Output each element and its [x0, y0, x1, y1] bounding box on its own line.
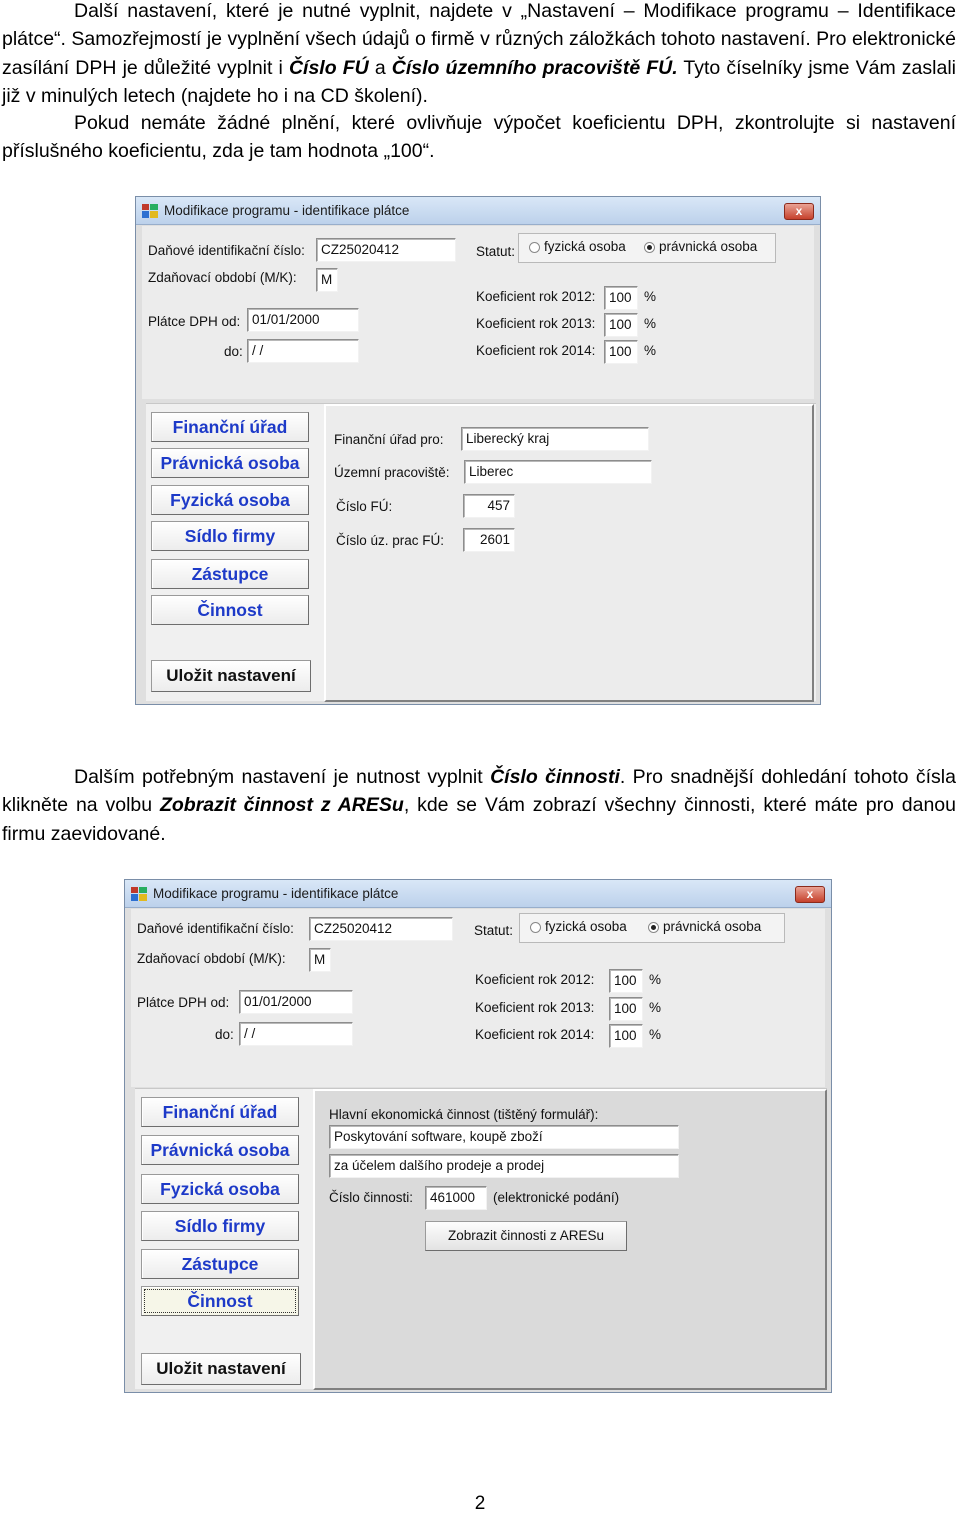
status-radio-fyzicka[interactable]: [529, 242, 540, 253]
status-radio-group: [518, 233, 776, 263]
coefficient-paragraph: Pokud nemáte žádné plnění, které ovlivňuje výpočet koeficientu DPH, zkontrolujte si nastavení příslušného koeficientu, zda je tam hodnota „100“.: [2, 112, 956, 163]
dic-field[interactable]: CZ25020412: [316, 238, 456, 262]
tab-fyzicka-osoba[interactable]: Fyzická osoba: [151, 485, 309, 515]
status-label: Statut:: [474, 923, 514, 938]
coef-2013-field[interactable]: 100: [609, 997, 643, 1021]
cislo-fu-field[interactable]: 457: [463, 494, 515, 518]
close-button[interactable]: x: [784, 203, 814, 220]
coef-2014-field[interactable]: 100: [609, 1024, 643, 1048]
status-radio-pravnicka[interactable]: [644, 242, 655, 253]
payer-from-field[interactable]: 01/01/2000: [247, 308, 359, 332]
payer-from-field[interactable]: 01/01/2000: [239, 990, 353, 1014]
tab-cinnost[interactable]: Činnost: [141, 1286, 299, 1316]
coef-2014-label: Koeficient rok 2014:: [475, 1027, 595, 1042]
coef-2014-unit: %: [649, 1027, 662, 1042]
coef-2014-field[interactable]: 100: [604, 340, 638, 364]
intro-paragraph: Další nastavení, které je nutné vyplnit, najdete v „Nastavení – Modifikace programu – Identifikace plátce“. Samozřejmostí je vyplnění všech údajů o firmě v různých záložkách tohoto nastavení. Pro elektronické zasílání DPH je důležité vyplnit i Číslo FÚ a Číslo územního pracoviště FÚ. Tyto číselníky jsme Vám zaslali již v minulých letech (najdete ho i na CD školení).: [2, 0, 956, 108]
modification-window-cinnost: [124, 879, 832, 1393]
save-settings-button[interactable]: Uložit nastavení: [141, 1353, 301, 1385]
tab-pravnicka-osoba[interactable]: Právnická osoba: [141, 1135, 299, 1165]
main-activity-label: Hlavní ekonomická činnost (tištěný formulář):: [329, 1107, 599, 1122]
identification-section: [142, 226, 814, 399]
activity-paragraph: Dalším potřebným nastavení je nutnost vyplnit Číslo činnosti. Pro snadnější dohledání tohoto čísla klikněte na volbu Zobrazit činnost z ARESu, kde se Vám zobrazí všechny činnosti, které máte pro danou firmu zaevidované.: [2, 766, 956, 845]
tab-financni-urad[interactable]: Finanční úřad: [151, 412, 309, 442]
payer-from-label: Plátce DPH od:: [137, 995, 230, 1010]
coef-2012-unit: %: [644, 289, 657, 304]
fu-for-label: Finanční úřad pro:: [334, 432, 444, 447]
cislo-uz-prac-label: Číslo úz. prac FÚ:: [336, 533, 445, 548]
status-radio-pravnicka[interactable]: [648, 922, 659, 933]
coef-2014-unit: %: [644, 343, 657, 358]
cislo-uz-prac-field[interactable]: 2601: [463, 528, 515, 552]
emphasis-cislo-cinnosti: Číslo činnosti: [490, 766, 620, 788]
coef-2014-label: Koeficient rok 2014:: [476, 343, 596, 358]
period-field[interactable]: M: [316, 268, 338, 292]
main-activity-line2[interactable]: za účelem dalšího prodeje a prodej: [329, 1154, 679, 1178]
cinnost-panel: [313, 1089, 827, 1390]
period-label: Zdaňovací období (M/K):: [137, 951, 286, 966]
dic-label: Daňové identifikační číslo:: [137, 921, 294, 936]
window-title: Modifikace programu - identifikace plátce: [153, 886, 399, 901]
tab-cinnost[interactable]: Činnost: [151, 595, 309, 625]
window-titlebar: [136, 197, 820, 225]
payer-to-field[interactable]: / /: [239, 1022, 353, 1046]
status-option-fyzicka: fyzická osoba: [545, 919, 627, 934]
coef-2012-unit: %: [649, 972, 662, 987]
close-button[interactable]: x: [795, 886, 825, 903]
tab-zastupce[interactable]: Zástupce: [151, 559, 309, 589]
coef-2013-unit: %: [644, 316, 657, 331]
settings-tabs-area: [135, 1088, 827, 1389]
status-option-fyzicka: fyzická osoba: [544, 239, 626, 254]
coef-2013-field[interactable]: 100: [604, 313, 638, 337]
dic-field[interactable]: CZ25020412: [309, 917, 453, 941]
financni-urad-panel: [324, 404, 814, 702]
emphasis-cislo-uzemniho-pracoviste: Číslo územního pracoviště FÚ.: [391, 56, 678, 79]
period-label: Zdaňovací období (M/K):: [148, 270, 297, 285]
coef-2012-field[interactable]: 100: [609, 969, 643, 993]
coef-2012-label: Koeficient rok 2012:: [475, 972, 595, 987]
show-activities-from-ares-button[interactable]: Zobrazit činnosti z ARESu: [425, 1221, 627, 1251]
window-titlebar: [125, 880, 831, 908]
uzemni-pracoviste-label: Územní pracoviště:: [334, 465, 450, 480]
tab-zastupce[interactable]: Zástupce: [141, 1249, 299, 1279]
coef-2013-label: Koeficient rok 2013:: [475, 1000, 595, 1015]
settings-tabs-area: [146, 403, 816, 701]
page-number: 2: [474, 1493, 486, 1514]
save-settings-button[interactable]: Uložit nastavení: [151, 660, 311, 692]
status-option-pravnicka: právnická osoba: [659, 239, 758, 254]
tab-sidlo-firmy[interactable]: Sídlo firmy: [141, 1211, 299, 1241]
cislo-cinnosti-field[interactable]: 461000: [425, 1186, 487, 1210]
uzemni-pracoviste-field[interactable]: Liberec: [464, 460, 652, 484]
coef-2012-field[interactable]: 100: [604, 286, 638, 310]
modification-window-financni-urad: [135, 196, 821, 705]
dic-label: Daňové identifikační číslo:: [148, 243, 305, 258]
app-icon: [131, 887, 147, 901]
main-activity-line1[interactable]: Poskytování software, koupě zboží: [329, 1125, 679, 1149]
electronic-filing-note: (elektronické podání): [493, 1190, 620, 1205]
cislo-cinnosti-label: Číslo činnosti:: [329, 1190, 414, 1205]
tab-fyzicka-osoba[interactable]: Fyzická osoba: [141, 1174, 299, 1204]
status-radio-fyzicka[interactable]: [530, 922, 541, 933]
window-title: Modifikace programu - identifikace plátce: [164, 203, 410, 218]
coef-2012-label: Koeficient rok 2012:: [476, 289, 596, 304]
cislo-fu-label: Číslo FÚ:: [336, 499, 393, 514]
status-option-pravnicka: právnická osoba: [663, 919, 762, 934]
app-icon: [142, 204, 158, 218]
coef-2013-unit: %: [649, 1000, 662, 1015]
payer-to-label: do:: [215, 1027, 234, 1042]
status-radio-group: [519, 913, 785, 943]
tab-pravnicka-osoba[interactable]: Právnická osoba: [151, 448, 309, 478]
emphasis-zobrazit-cinnost-z-aresu: Zobrazit činnost z ARESu: [159, 794, 404, 817]
emphasis-cislo-fu: Číslo FÚ: [288, 56, 369, 79]
fu-for-field[interactable]: Liberecký kraj: [461, 427, 649, 451]
status-label: Statut:: [476, 244, 516, 259]
tab-financni-urad[interactable]: Finanční úřad: [141, 1097, 299, 1127]
coef-2013-label: Koeficient rok 2013:: [476, 316, 596, 331]
identification-section: [131, 909, 825, 1087]
payer-from-label: Plátce DPH od:: [148, 314, 241, 329]
payer-to-field[interactable]: / /: [247, 339, 359, 363]
payer-to-label: do:: [224, 344, 243, 359]
tab-sidlo-firmy[interactable]: Sídlo firmy: [151, 521, 309, 551]
period-field[interactable]: M: [309, 948, 331, 972]
